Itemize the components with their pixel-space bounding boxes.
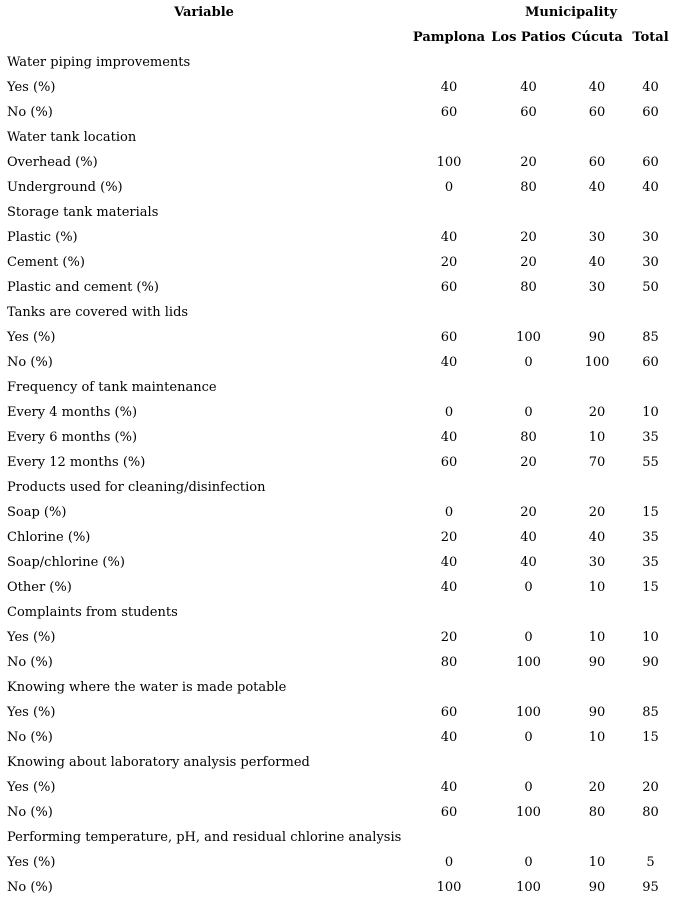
cell-pamplona: 40 — [440, 80, 458, 95]
cell-pamplona: 40 — [440, 580, 458, 595]
cell-total: 10 — [642, 405, 659, 420]
row-label: Yes (%) — [7, 80, 56, 95]
cell-cucuta: 10 — [588, 430, 606, 445]
table-row — [0, 800, 674, 825]
column-header-cucuta: Cúcuta — [571, 30, 623, 45]
cell-total: 60 — [642, 155, 659, 170]
cell-cucuta: 70 — [588, 455, 606, 470]
cell-total: 50 — [642, 280, 659, 295]
cell-total: 80 — [642, 805, 659, 820]
cell-los-patios: 20 — [520, 455, 537, 470]
section-title: Storage tank materials — [7, 205, 159, 220]
row-label: Soap/chlorine (%) — [7, 555, 125, 570]
cell-cucuta: 60 — [588, 105, 606, 120]
cell-total: 35 — [642, 555, 659, 570]
table-row — [0, 500, 674, 525]
section-title: Knowing about laboratory analysis performed — [7, 755, 310, 770]
cell-total: 30 — [642, 230, 659, 245]
cell-total: 35 — [642, 530, 659, 545]
cell-cucuta: 60 — [588, 155, 606, 170]
cell-los-patios: 0 — [524, 855, 533, 870]
row-label: Every 12 months (%) — [7, 455, 146, 470]
column-header-total: Total — [632, 30, 669, 45]
cell-los-patios: 20 — [520, 230, 537, 245]
section-row — [0, 375, 674, 400]
table-row — [0, 725, 674, 750]
cell-cucuta: 10 — [588, 580, 606, 595]
cell-pamplona: 60 — [440, 705, 458, 720]
column-header-pamplona: Pamplona — [412, 30, 486, 45]
section-row — [0, 475, 674, 500]
cell-cucuta: 90 — [588, 880, 606, 895]
variable-header-spacer — [0, 25, 408, 50]
section-title: Frequency of tank maintenance — [7, 380, 217, 395]
cell-los-patios: 0 — [524, 780, 533, 795]
cell-total: 85 — [642, 705, 659, 720]
cell-los-patios: 80 — [520, 430, 537, 445]
cell-pamplona: 40 — [440, 730, 458, 745]
cell-cucuta: 90 — [588, 655, 606, 670]
cell-los-patios: 100 — [516, 805, 541, 820]
cell-total: 20 — [642, 780, 659, 795]
row-label: No (%) — [7, 880, 53, 895]
cell-total: 40 — [642, 180, 659, 195]
cell-pamplona: 40 — [440, 780, 458, 795]
cell-pamplona: 0 — [444, 180, 454, 195]
cell-los-patios: 60 — [520, 105, 537, 120]
cell-pamplona: 40 — [440, 230, 458, 245]
section-title: Complaints from students — [7, 605, 178, 620]
cell-cucuta: 10 — [588, 855, 606, 870]
cell-total: 90 — [642, 655, 659, 670]
cell-total: 40 — [642, 80, 659, 95]
cell-pamplona: 80 — [440, 655, 458, 670]
cell-los-patios: 100 — [516, 880, 541, 895]
row-label: Cement (%) — [7, 255, 85, 270]
cell-pamplona: 20 — [440, 255, 458, 270]
cell-pamplona: 60 — [440, 805, 458, 820]
section-row — [0, 300, 674, 325]
table-row — [0, 75, 674, 100]
cell-los-patios: 100 — [516, 705, 541, 720]
row-label: Plastic and cement (%) — [7, 280, 159, 295]
row-label: Plastic (%) — [7, 230, 78, 245]
cell-los-patios: 20 — [520, 505, 537, 520]
table-row — [0, 775, 674, 800]
cell-pamplona: 0 — [444, 855, 454, 870]
table-row — [0, 650, 674, 675]
cell-total: 30 — [642, 255, 659, 270]
table-row — [0, 225, 674, 250]
cell-total: 5 — [646, 855, 655, 870]
cell-total: 85 — [642, 330, 659, 345]
table-row — [0, 275, 674, 300]
cell-cucuta: 90 — [588, 330, 606, 345]
cell-pamplona: 60 — [440, 105, 458, 120]
cell-total: 10 — [642, 630, 659, 645]
table-body — [0, 50, 674, 900]
row-label: Yes (%) — [7, 780, 56, 795]
cell-los-patios: 0 — [524, 355, 533, 370]
header-row-sub — [0, 25, 674, 50]
cell-total: 15 — [642, 505, 659, 520]
cell-los-patios: 40 — [520, 555, 537, 570]
row-label: No (%) — [7, 730, 53, 745]
row-label: Yes (%) — [7, 330, 56, 345]
table-row — [0, 850, 674, 875]
row-label: Yes (%) — [7, 630, 56, 645]
cell-los-patios: 100 — [516, 330, 541, 345]
cell-cucuta: 30 — [588, 555, 606, 570]
cell-los-patios: 0 — [524, 630, 533, 645]
row-label: Every 4 months (%) — [7, 405, 138, 420]
table-row — [0, 575, 674, 600]
section-row — [0, 50, 674, 75]
row-label: Chlorine (%) — [7, 530, 91, 545]
cell-los-patios: 0 — [524, 405, 533, 420]
section-row — [0, 200, 674, 225]
table-row — [0, 525, 674, 550]
section-title: Performing temperature, pH, and residual chlorine analysis — [7, 830, 402, 845]
cell-total: 15 — [642, 580, 659, 595]
table-row — [0, 150, 674, 175]
cell-cucuta: 20 — [588, 405, 606, 420]
row-label: Yes (%) — [7, 705, 56, 720]
cell-total: 15 — [642, 730, 659, 745]
section-row — [0, 600, 674, 625]
table-row — [0, 100, 674, 125]
table-row — [0, 450, 674, 475]
cell-pamplona: 20 — [440, 530, 458, 545]
table-row — [0, 700, 674, 725]
cell-cucuta: 20 — [588, 505, 606, 520]
cell-total: 60 — [642, 355, 659, 370]
section-row — [0, 825, 674, 850]
cell-cucuta: 90 — [588, 705, 606, 720]
header-row-top — [0, 0, 674, 25]
row-label: Soap (%) — [7, 505, 67, 520]
cell-pamplona: 40 — [440, 430, 458, 445]
row-label: Underground (%) — [7, 180, 123, 195]
row-label: No (%) — [7, 805, 53, 820]
cell-total: 35 — [642, 430, 659, 445]
municipality-header: Municipality — [525, 5, 618, 20]
cell-los-patios: 0 — [524, 580, 533, 595]
table-row — [0, 325, 674, 350]
cell-los-patios: 20 — [520, 255, 537, 270]
cell-cucuta: 40 — [588, 180, 606, 195]
cell-cucuta: 40 — [588, 530, 606, 545]
row-label: Overhead (%) — [7, 155, 98, 170]
cell-pamplona: 40 — [440, 555, 458, 570]
row-label: No (%) — [7, 655, 53, 670]
cell-cucuta: 30 — [588, 230, 606, 245]
cell-pamplona: 0 — [444, 405, 454, 420]
table-row — [0, 550, 674, 575]
cell-total: 55 — [642, 455, 659, 470]
cell-los-patios: 40 — [520, 530, 537, 545]
cell-cucuta: 20 — [588, 780, 606, 795]
section-row — [0, 125, 674, 150]
section-title: Water tank location — [7, 130, 137, 145]
section-title: Products used for cleaning/disinfection — [7, 480, 266, 495]
table-row — [0, 250, 674, 275]
cell-pamplona: 100 — [436, 880, 462, 895]
cell-pamplona: 60 — [440, 330, 458, 345]
cell-pamplona: 0 — [444, 505, 454, 520]
row-label: Every 6 months (%) — [7, 430, 138, 445]
cell-los-patios: 80 — [520, 280, 537, 295]
cell-los-patios: 100 — [516, 655, 541, 670]
table-header — [0, 0, 674, 50]
row-label: Other (%) — [7, 580, 72, 595]
row-label: Yes (%) — [7, 855, 56, 870]
cell-cucuta: 40 — [588, 80, 606, 95]
table-row — [0, 175, 674, 200]
table-row — [0, 350, 674, 375]
table-row — [0, 625, 674, 650]
cell-los-patios: 40 — [520, 80, 537, 95]
cell-total: 95 — [642, 880, 659, 895]
section-row — [0, 750, 674, 775]
row-label: No (%) — [7, 355, 53, 370]
cell-los-patios: 0 — [524, 730, 533, 745]
cell-cucuta: 10 — [588, 730, 606, 745]
cell-cucuta: 80 — [588, 805, 606, 820]
table-row — [0, 425, 674, 450]
cell-cucuta: 100 — [584, 355, 610, 370]
cell-cucuta: 30 — [588, 280, 606, 295]
section-title: Tanks are covered with lids — [7, 305, 189, 320]
cell-pamplona: 60 — [440, 455, 458, 470]
column-header-los-patios: Los Patios — [491, 30, 566, 45]
section-row — [0, 675, 674, 700]
section-title: Water piping improvements — [7, 55, 191, 70]
cell-pamplona: 20 — [440, 630, 458, 645]
cell-los-patios: 80 — [520, 180, 537, 195]
table-row — [0, 875, 674, 900]
cell-total: 60 — [642, 105, 659, 120]
cell-los-patios: 20 — [520, 155, 537, 170]
row-label: No (%) — [7, 105, 53, 120]
cell-cucuta: 40 — [588, 255, 606, 270]
cell-pamplona: 100 — [436, 155, 462, 170]
cell-pamplona: 40 — [440, 355, 458, 370]
variable-header: Variable — [174, 5, 234, 20]
cell-pamplona: 60 — [440, 280, 458, 295]
section-title: Knowing where the water is made potable — [7, 680, 287, 695]
table-row — [0, 400, 674, 425]
cell-cucuta: 10 — [588, 630, 606, 645]
